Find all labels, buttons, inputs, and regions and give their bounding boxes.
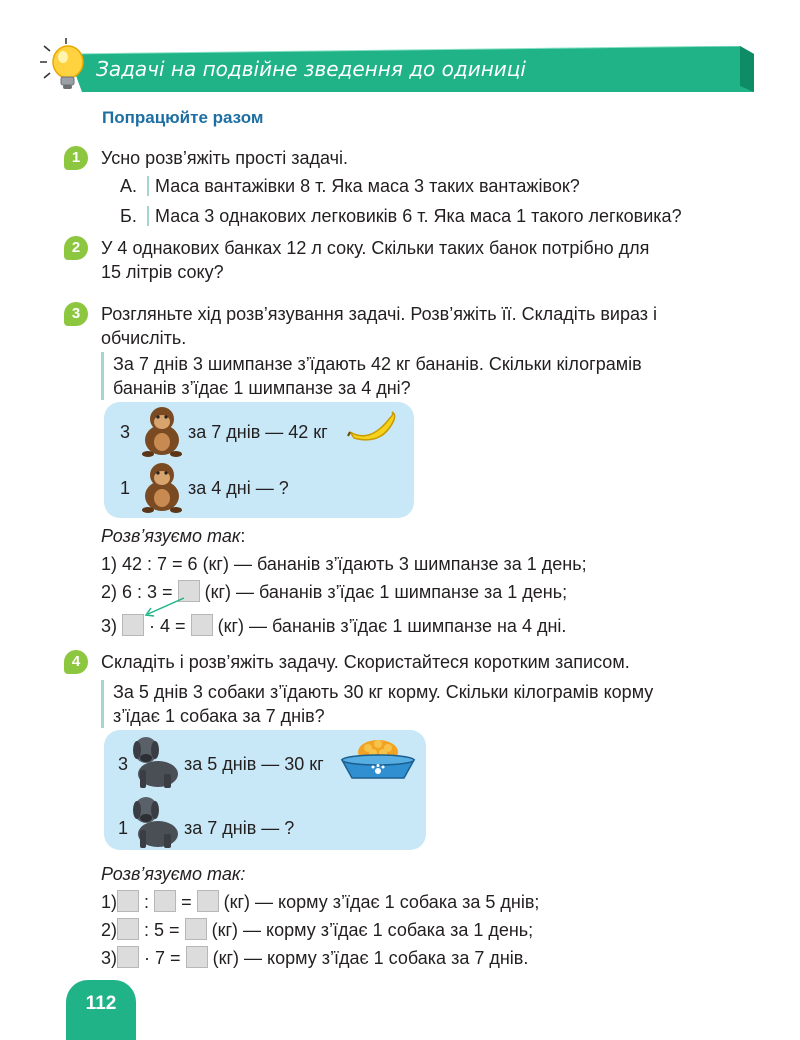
task3-solve-label: Розв’язуємо так — [101, 526, 241, 546]
answer-box[interactable] — [154, 890, 176, 912]
task4-row1-text: за 5 днів — 30 кг — [184, 754, 324, 774]
chimpanzee-icon — [138, 404, 186, 458]
banana-icon — [346, 410, 398, 446]
task4-step1 — [101, 890, 539, 914]
task4-text: Складіть і розв’яжіть задачу. Скористайтеся коротким записом. — [101, 652, 630, 672]
task4-step2-b: : 5 = — [144, 920, 180, 940]
task3-step2-a: 2) 6 : 3 = — [101, 582, 173, 602]
dog-icon — [128, 732, 182, 790]
task3-step1: 1) 42 : 7 = 6 (кг) — бананів з’їдають 3 шимпанзе за 1 день; — [101, 554, 587, 574]
task4-problem-bar — [101, 680, 104, 728]
task4-row2-count: 1 — [118, 818, 129, 838]
task3-problem-line2: бананів з’їдає 1 шимпанзе за 4 дні? — [113, 378, 411, 398]
task4-step1-d: (кг) — корму з’їдає 1 собака за 5 днів; — [223, 892, 540, 912]
task3-step3-c: (кг) — бананів з’їдає 1 шимпанзе на 4 дні. — [217, 616, 567, 636]
task4-step2-c: (кг) — корму з’їдає 1 собака за 1 день; — [211, 920, 534, 940]
dog-icon — [128, 792, 182, 850]
task4-step3-a: 3) — [101, 948, 118, 968]
answer-box[interactable] — [197, 890, 219, 912]
answer-box[interactable] — [185, 918, 207, 940]
chimpanzee-icon — [138, 460, 186, 514]
task3-row2-text: за 4 дні — ? — [188, 478, 289, 498]
task4-step3-c: (кг) — корму з’їдає 1 собака за 7 днів. — [212, 948, 529, 968]
task3-problem-bar — [101, 352, 104, 400]
task-number-4: 4 — [64, 650, 88, 674]
section-heading: Попрацюйте разом — [102, 108, 264, 127]
task4-solve-label: Розв’язуємо так: — [101, 864, 246, 884]
task4-row2-text: за 7 днів — ? — [184, 818, 295, 838]
task4-step3-b: · 7 = — [144, 948, 181, 968]
task-number-2: 2 — [64, 236, 88, 260]
food-bowl-icon — [340, 736, 416, 782]
task2-line1: У 4 однакових банках 12 л соку. Скільки таких банок потрібно для — [101, 238, 650, 258]
task3-row2-count: 1 — [120, 478, 131, 498]
task1-a-label: А. — [120, 176, 138, 196]
task4-step2 — [101, 918, 533, 942]
task-number-3: 3 — [64, 302, 88, 326]
task3-row1-count: 3 — [120, 422, 131, 442]
task-number-1: 1 — [64, 146, 88, 170]
light-bulb-icon — [36, 36, 98, 96]
task4-problem-line2: з’їдає 1 собака за 7 днів? — [113, 706, 325, 726]
task4-step3 — [101, 946, 528, 970]
answer-box[interactable] — [117, 946, 139, 968]
task1-a-text: Маса вантажівки 8 т. Яка маса 3 таких вантажівок? — [155, 176, 580, 196]
task2-line2: 15 літрів соку? — [101, 262, 224, 282]
task4-problem-line1: За 5 днів 3 собаки з’їдають 30 кг корму. Скільки кілограмів корму — [113, 682, 654, 702]
task3-line2: обчисліть. — [101, 328, 187, 348]
task3-line1: Розгляньте хід розв’язування задачі. Розв’яжіть її. Складіть вираз і — [101, 304, 658, 324]
task3-step3-b: · 4 = — [149, 616, 186, 636]
page-number: 112 — [85, 993, 117, 1014]
page-title: Задачі на подвійне зведення до одиниці — [96, 57, 526, 81]
task1-text: Усно розв’яжіть прості задачі. — [101, 148, 348, 168]
answer-box[interactable] — [117, 918, 139, 940]
task4-row1-count: 3 — [118, 754, 129, 774]
task3-problem-line1: За 7 днів 3 шимпанзе з’їдають 42 кг бананів. Скільки кілограмів — [113, 354, 642, 374]
task1-a-bar — [147, 176, 149, 196]
task3-step2-b: (кг) — бананів з’їдає 1 шимпанзе за 1 день; — [204, 582, 568, 602]
task4-step1-c: = — [181, 892, 192, 912]
answer-box[interactable] — [186, 946, 208, 968]
answer-box[interactable] — [122, 614, 144, 636]
task4-step2-a: 2) — [101, 920, 118, 940]
task3-step3 — [101, 614, 566, 638]
task4-step1-a: 1) — [101, 892, 118, 912]
task3-step3-a: 3) — [101, 616, 118, 636]
task3-solve-colon: : — [240, 526, 246, 546]
task4-step1-b: : — [144, 892, 150, 912]
task1-b-bar — [147, 206, 149, 226]
task1-b-text: Маса 3 однакових легковиків 6 т. Яка маса 1 такого легковика? — [155, 206, 682, 226]
task3-solve-heading — [101, 524, 245, 548]
answer-box[interactable] — [117, 890, 139, 912]
task1-b-label: Б. — [120, 206, 137, 226]
answer-box[interactable] — [191, 614, 213, 636]
task3-row1-text: за 7 днів — 42 кг — [188, 422, 328, 442]
